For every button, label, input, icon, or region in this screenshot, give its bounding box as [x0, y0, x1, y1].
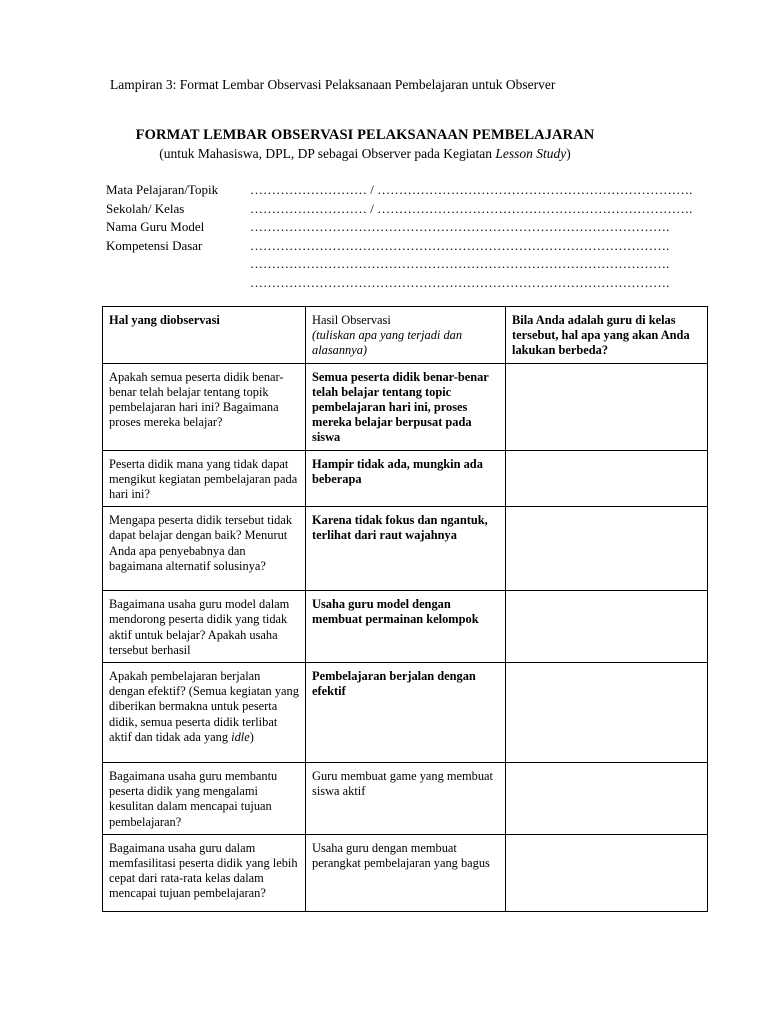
page-title: FORMAT LEMBAR OBSERVASI PELAKSANAAN PEMBELAJARAN [135, 127, 595, 143]
table-row [103, 450, 708, 507]
field-value-competence-cont: ……………………………………………………………………………………. [250, 274, 670, 290]
table-row [103, 834, 708, 911]
alternative-cell [506, 363, 708, 450]
question-cell: Peserta didik mana yang tidak dapat mengikut kegiatan pembelajaran pada hari ini? [103, 450, 306, 507]
header-observed-item [103, 307, 306, 364]
table-row [103, 591, 708, 663]
appendix-line: Lampiran 3: Format Lembar Observasi Pelaksanaan Pembelajaran untuk Observer [110, 77, 556, 92]
header-observation-result [306, 307, 506, 364]
field-label-school: Sekolah/ Kelas [106, 200, 185, 216]
alternative-cell [506, 834, 708, 911]
result-cell: Usaha guru dengan membuat perangkat pembelajaran yang bagus [306, 834, 506, 911]
question-cell [103, 663, 306, 763]
table-header-row [103, 307, 708, 364]
result-cell: Pembelajaran berjalan dengan efektif [306, 663, 506, 763]
field-label-competence: Kompetensi Dasar [106, 237, 203, 253]
field-value-subject: ……………………… / ………………………………………………………………. [250, 182, 693, 197]
result-cell: Karena tidak fokus dan ngantuk, terlihat dari raut wajahnya [306, 507, 506, 591]
question-italic: idle [231, 729, 250, 744]
result-cell: Usaha guru model dengan membuat permainan kelompok [306, 591, 506, 663]
alternative-cell [506, 507, 708, 591]
question-cell: Apakah semua peserta didik benar-benar telah belajar tentang topik pembelajaran hari ini? Bagaimana proses mereka belajar? [103, 363, 306, 450]
title-block [0, 127, 730, 162]
field-value-competence-cont: ……………………………………………………………………………………. [250, 256, 670, 271]
header-alternative-label: Bila Anda adalah guru di kelas tersebut, hal apa yang akan Anda lakukan berbeda? [512, 313, 690, 358]
observation-table [102, 306, 708, 912]
result-cell: Semua peserta didik benar-benar telah belajar tentang topic pembelajaran hari ini, proses mereka belajar berpusat pada siswa [306, 363, 506, 450]
question-text: Apakah pembelajaran berjalan dengan efektif? (Semua kegiatan yang diberikan bermakna untuk peserta didik, semua peserta didik terlibat aktif dan tidak ada yang [109, 669, 299, 744]
question-suffix: ) [249, 729, 254, 744]
field-value-teacher: ……………………………………………………………………………………. [250, 219, 670, 234]
result-cell: Guru membuat game yang membuat siswa aktif [306, 763, 506, 835]
table-row [103, 507, 708, 591]
question-cell: Mengapa peserta didik tersebut tidak dapat belajar dengan baik? Menurut Anda apa penyebabnya dan bagaimana alternatif solusinya? [103, 507, 306, 591]
subtitle-prefix: (untuk Mahasiswa, DPL, DP sebagai Observer pada Kegiatan [159, 146, 496, 161]
header-observed-item-label: Hal yang diobservasi [109, 313, 220, 327]
result-cell: Hampir tidak ada, mungkin ada beberapa [306, 450, 506, 507]
field-value-school: ……………………… / ………………………………………………………………. [250, 200, 693, 216]
alternative-cell [506, 763, 708, 835]
header-alternative [506, 307, 708, 364]
table-row [103, 363, 708, 450]
question-cell: Bagaimana usaha guru dalam memfasilitasi peserta didik yang lebih cepat dari rata-rata kelas dalam mencapai tujuan pembelajaran? [103, 834, 306, 911]
subtitle [0, 146, 730, 162]
alternative-cell [506, 591, 708, 663]
header-observation-result-note: (tuliskan apa yang terjadi dan alasannya) [312, 328, 463, 358]
table-row [103, 663, 708, 763]
alternative-cell [506, 663, 708, 763]
question-cell: Bagaimana usaha guru membantu peserta didik yang mengalami kesulitan dalam mencapai tujuan pembelajaran? [103, 763, 306, 835]
subtitle-italic: Lesson Study [495, 146, 567, 161]
field-value-competence: ……………………………………………………………………………………. [250, 237, 670, 253]
header-observation-result-label: Hasil Observasi [312, 313, 391, 327]
alternative-cell [506, 450, 708, 507]
field-label-teacher: Nama Guru Model [106, 219, 205, 234]
subtitle-suffix: ) [566, 146, 571, 161]
table-row [103, 763, 708, 835]
question-cell: Bagaimana usaha guru model dalam mendorong peserta didik yang tidak aktif untuk belajar? Apakah usaha tersebut berhasil [103, 591, 306, 663]
field-label-subject: Mata Pelajaran/Topik [106, 182, 219, 197]
